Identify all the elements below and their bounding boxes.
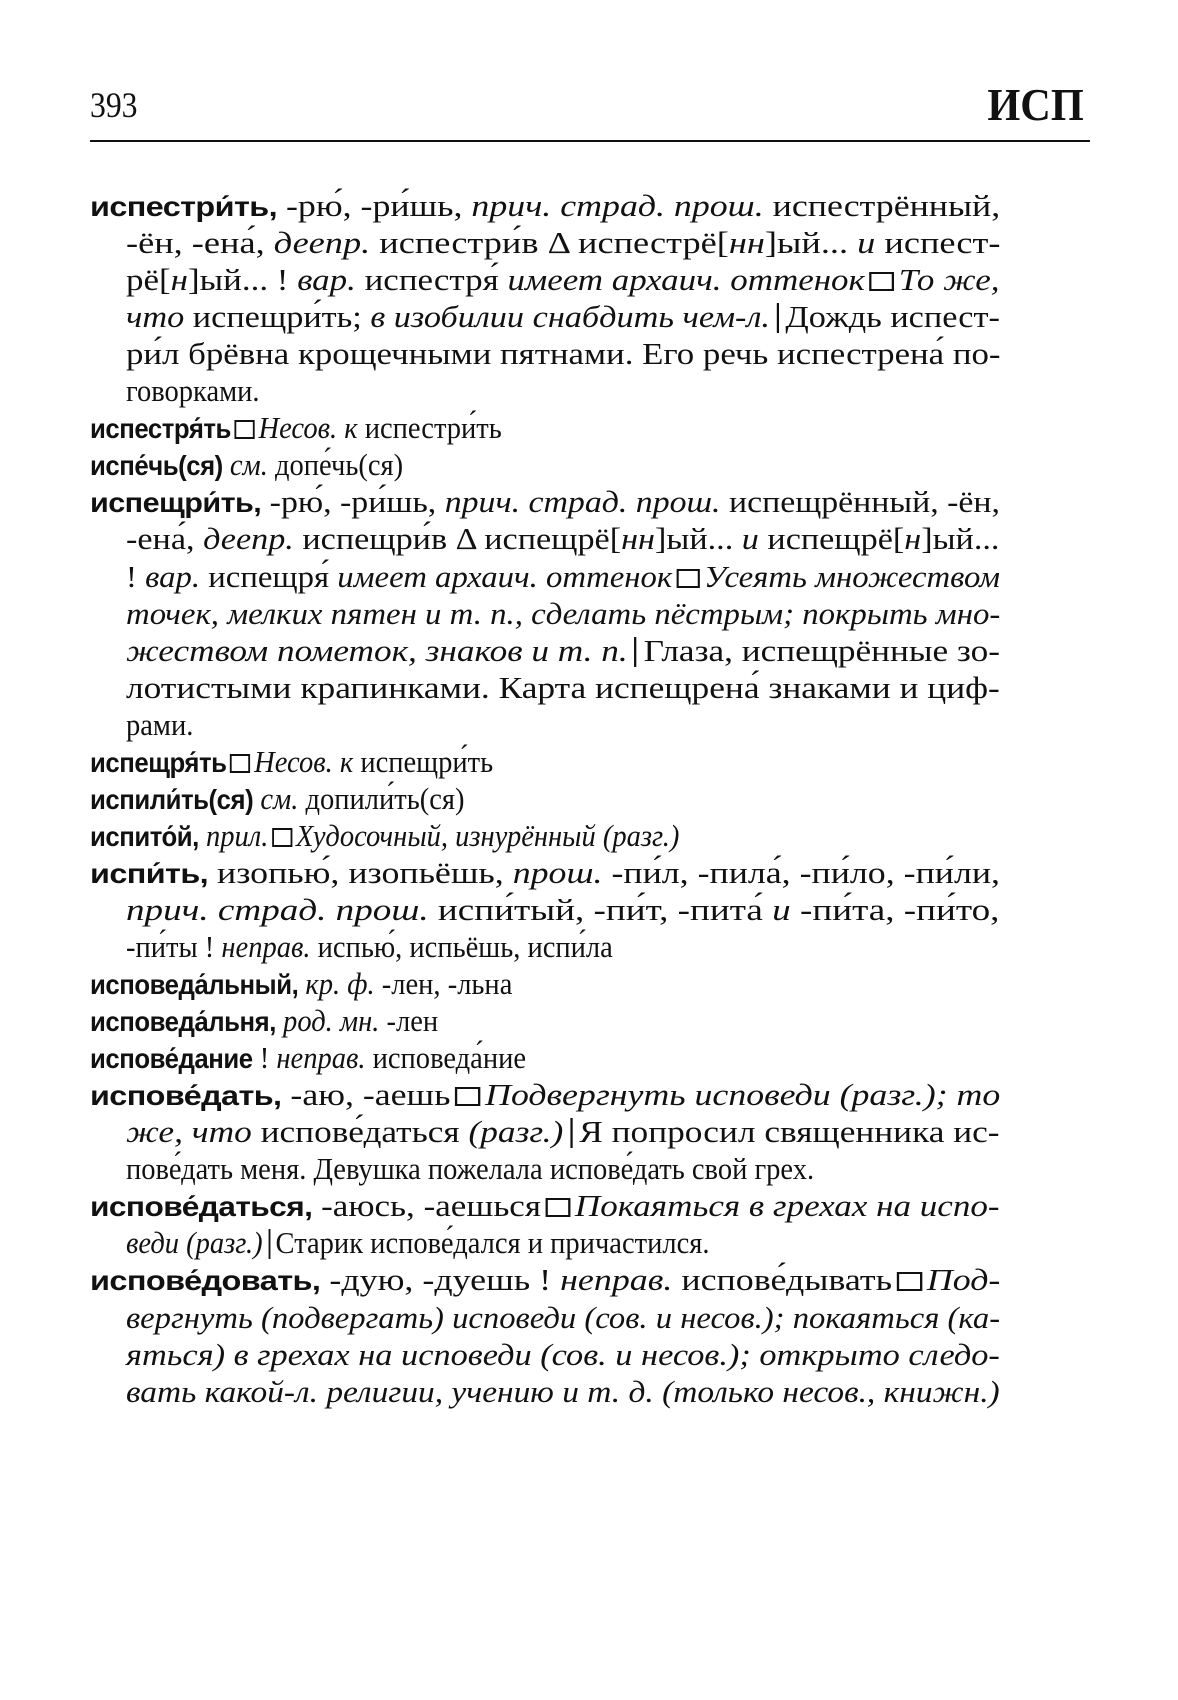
- entry-text: Я попросил священника ис-: [579, 1114, 1000, 1150]
- headword: испещря́ть: [90, 746, 227, 778]
- entry-text: -пи́л, -пила́, -пи́ло, -пи́ли,: [602, 854, 1000, 890]
- italic-annotation: вар.: [145, 558, 201, 594]
- entry-text: испове́даться: [251, 1114, 469, 1150]
- italic-annotation: и: [741, 521, 759, 557]
- entry-text: Дождь испест-: [785, 299, 1000, 335]
- italic-annotation: же, что: [126, 1114, 252, 1150]
- italic-annotation: неправ.: [560, 1262, 673, 1298]
- entry-text: испещри́ть;: [184, 299, 371, 335]
- italic-annotation: Под-: [926, 1262, 1001, 1298]
- entry-text: испи́тый, -пи́т, -пита́: [428, 891, 773, 927]
- definition-box-icon: [230, 754, 250, 773]
- entry-text: испест-: [875, 225, 1001, 261]
- entry-text: рами.: [126, 706, 194, 742]
- definition-box-icon: [897, 1272, 923, 1291]
- example-separator-bar: [268, 1229, 270, 1259]
- italic-annotation: неправ.: [221, 929, 311, 964]
- entry-continuation-line: [126, 1335, 1000, 1375]
- entry-headword-line: [90, 408, 502, 448]
- entry-continuation-line: [126, 260, 999, 300]
- entry-continuation-line: [126, 519, 999, 559]
- entry-headword-line: [90, 779, 465, 819]
- italic-annotation: см.: [253, 780, 299, 816]
- headword: испещри́ть,: [90, 487, 262, 519]
- entry-headword-line: [90, 1038, 526, 1078]
- italic-annotation: неправ.: [276, 1040, 366, 1076]
- italic-annotation: род. мн.: [275, 1003, 380, 1039]
- entry-text: испестри́ть: [357, 410, 502, 446]
- italic-annotation: нн: [621, 521, 655, 557]
- entry-continuation-line: [126, 668, 1000, 708]
- italic-annotation: прич. страд. прош.: [471, 188, 764, 223]
- entry-headword-line: [90, 816, 679, 856]
- entry-text: Глаза, испещрённые зо-: [643, 632, 1001, 668]
- headword: исповеда́льня,: [90, 1006, 276, 1038]
- entry-text: -пи́ты !: [126, 929, 222, 964]
- italic-annotation: нн: [728, 225, 765, 261]
- entry-text: исповеда́ние: [365, 1040, 527, 1076]
- entry-continuation-line: [126, 1298, 1000, 1338]
- example-separator-bar: [777, 303, 779, 333]
- entry-text: испове́дывать: [672, 1262, 893, 1298]
- entry-text: -аю, -аешь: [281, 1077, 451, 1113]
- italic-annotation: Худосочный, изнурённый (разг.): [295, 817, 680, 853]
- headword: испове́дание: [90, 1043, 253, 1075]
- entry-continuation-line: [126, 1372, 1000, 1412]
- definition-box-icon: [869, 272, 894, 291]
- entry-continuation-line: [126, 297, 1000, 337]
- entry-continuation-line: [126, 927, 613, 967]
- entry-text: -лен: [379, 1003, 439, 1039]
- example-separator-bar: [635, 637, 637, 667]
- entry-text: испью́, испьёшь, испи́ла: [310, 929, 613, 964]
- entry-text: !: [252, 1040, 277, 1076]
- entry-text: -рю́, -ри́шь,: [276, 188, 472, 223]
- italic-annotation: точек, мелких пятен и т. п., сделать пёстрым; покрыть мно-: [126, 595, 1001, 631]
- entry-continuation-line: [126, 594, 1000, 634]
- italic-annotation: Подвергнуть исповеди (разг.); то: [485, 1077, 1001, 1113]
- italic-annotation: Несов. к: [258, 410, 358, 446]
- entry-continuation-line: [126, 631, 1000, 671]
- italic-annotation: прич. страд. прош.: [444, 484, 721, 520]
- italic-annotation: и: [772, 891, 791, 927]
- italic-annotation: прош.: [512, 854, 603, 890]
- entry-text: -дую, -дуешь !: [320, 1262, 561, 1298]
- italic-annotation: см.: [222, 447, 268, 483]
- entry-text: -пи́та, -пи́то,: [790, 891, 1000, 927]
- definition-box-icon: [235, 420, 255, 439]
- page-header: [90, 78, 1090, 138]
- definition-box-icon: [455, 1087, 480, 1106]
- entry-continuation-line: [126, 705, 193, 745]
- headword: испове́даться,: [90, 1191, 313, 1223]
- header-rule: [90, 140, 1090, 142]
- entry-headword-line: [90, 853, 1000, 893]
- entry-text: ]ый...: [654, 521, 742, 557]
- entry-text: пове́дать меня. Девушка пожелала испове́дать свой грех.: [126, 1151, 815, 1187]
- entry-continuation-line: [126, 1112, 1000, 1152]
- italic-annotation: в изобилии снабдить чем-л.: [370, 299, 770, 335]
- entry-text: -ён, -ена́,: [126, 225, 274, 261]
- definition-box-icon: [676, 569, 699, 588]
- entry-text: ]ый... !: [188, 262, 298, 298]
- italic-annotation: жеством пометок, знаков и т. п.: [126, 632, 628, 668]
- italic-annotation: н: [170, 262, 189, 298]
- italic-annotation: Усеять множеством: [703, 558, 1001, 594]
- headword: испе́чь(ся): [90, 450, 223, 482]
- entry-text: -ена́,: [126, 521, 204, 557]
- italic-annotation: н: [904, 521, 922, 557]
- entry-text: допили́ть(ся): [298, 780, 465, 816]
- entry-text: испестря́: [355, 262, 508, 298]
- entry-continuation-line: [126, 223, 1001, 263]
- entry-text: испестри́в Δ испестрё[: [370, 225, 729, 261]
- headword: испестри́ть,: [90, 191, 277, 222]
- headword: испестря́ть: [90, 413, 231, 445]
- entry-text: Старик испове́дался и причастился.: [275, 1225, 710, 1261]
- entry-headword-line: [90, 482, 1000, 522]
- headword: исповеда́льный,: [90, 969, 299, 1001]
- entry-text: ]ый...: [764, 225, 858, 261]
- entry-text: -аюсь, -аешься: [312, 1188, 541, 1224]
- entry-text: изопью́, изопьёшь,: [208, 854, 513, 890]
- entry-headword-line: [90, 186, 1000, 226]
- italic-annotation: имеет архаич. оттенок: [507, 262, 865, 298]
- entry-text: -лен, -льна: [374, 966, 513, 1002]
- entry-text: испещрё[: [758, 521, 905, 557]
- entry-headword-line: [90, 1260, 1000, 1300]
- definition-box-icon: [272, 828, 292, 847]
- headword: испове́дать,: [90, 1080, 282, 1112]
- italic-annotation: и: [857, 225, 876, 261]
- entry-text: ]ый...: [921, 521, 1000, 557]
- entry-headword-line: [90, 964, 512, 1004]
- italic-annotation: Покаяться в грехах на испо-: [574, 1188, 1000, 1224]
- running-head: ИСП: [987, 79, 1084, 130]
- entry-text: испещря́: [200, 558, 338, 594]
- italic-annotation: вать какой-л. религии, учению и т. д. (только несов., книжн.): [126, 1373, 1000, 1409]
- italic-annotation: прил.: [198, 817, 269, 853]
- headword: испито́й,: [90, 820, 199, 852]
- entry-text: испещри́ть: [353, 743, 494, 779]
- italic-annotation: что: [126, 299, 185, 335]
- entry-text: рё[: [126, 262, 171, 298]
- example-separator-bar: [570, 1118, 572, 1148]
- entry-text: говорками.: [126, 373, 260, 409]
- italic-annotation: (разг.): [468, 1114, 564, 1150]
- entry-headword-line: [90, 742, 493, 782]
- italic-annotation: веди (разг.): [126, 1225, 263, 1261]
- entry-continuation-line: [126, 371, 260, 411]
- entry-continuation-line: [126, 334, 1000, 374]
- italic-annotation: прич. страд. прош.: [126, 891, 429, 927]
- headword: испове́довать,: [90, 1265, 321, 1297]
- italic-annotation: То же,: [898, 262, 1000, 298]
- entry-text: испещрённый, -ён,: [720, 484, 1000, 520]
- entry-text: лотистыми крапинками. Карта испещрена́ знаками и циф-: [126, 669, 1000, 705]
- page-number: 393: [90, 85, 138, 125]
- italic-annotation: кр. ф.: [298, 966, 375, 1002]
- entry-text: испестрённый,: [763, 188, 1001, 223]
- italic-annotation: вар.: [297, 262, 356, 298]
- entry-headword-line: [90, 1075, 1000, 1115]
- entry-headword-line: [90, 1001, 438, 1041]
- definition-box-icon: [546, 1198, 571, 1217]
- entry-text: допе́чь(ся): [267, 447, 404, 483]
- entry-continuation-line: [126, 1149, 814, 1189]
- headword: испили́ть(ся): [90, 783, 254, 815]
- headword: испи́ть,: [90, 857, 209, 889]
- entry-text: ри́л брёвна крощечными пятнами. Его речь испестрена́ по-: [126, 336, 1001, 372]
- italic-annotation: вергнуть (подвергать) исповеди (сов. и несов.); покаяться (ка-: [126, 1299, 1001, 1335]
- italic-annotation: деепр.: [203, 521, 294, 557]
- entry-headword-line: [90, 445, 403, 485]
- entry-continuation-line: [126, 1223, 709, 1263]
- entry-continuation-line: [126, 557, 1000, 597]
- entry-continuation-line: [126, 890, 999, 930]
- italic-annotation: деепр.: [273, 225, 371, 261]
- italic-annotation: имеет архаич. оттенок: [337, 558, 673, 594]
- entry-text: испещри́в Δ испещрё[: [293, 521, 622, 557]
- entry-text: !: [126, 558, 146, 594]
- entry-text: -рю́, -ри́шь,: [261, 484, 445, 520]
- italic-annotation: Несов. к: [254, 743, 354, 779]
- italic-annotation: яться) в грехах на исповеди (сов. и несов.); открыто следо-: [126, 1336, 1000, 1372]
- entry-headword-line: [90, 1186, 1000, 1226]
